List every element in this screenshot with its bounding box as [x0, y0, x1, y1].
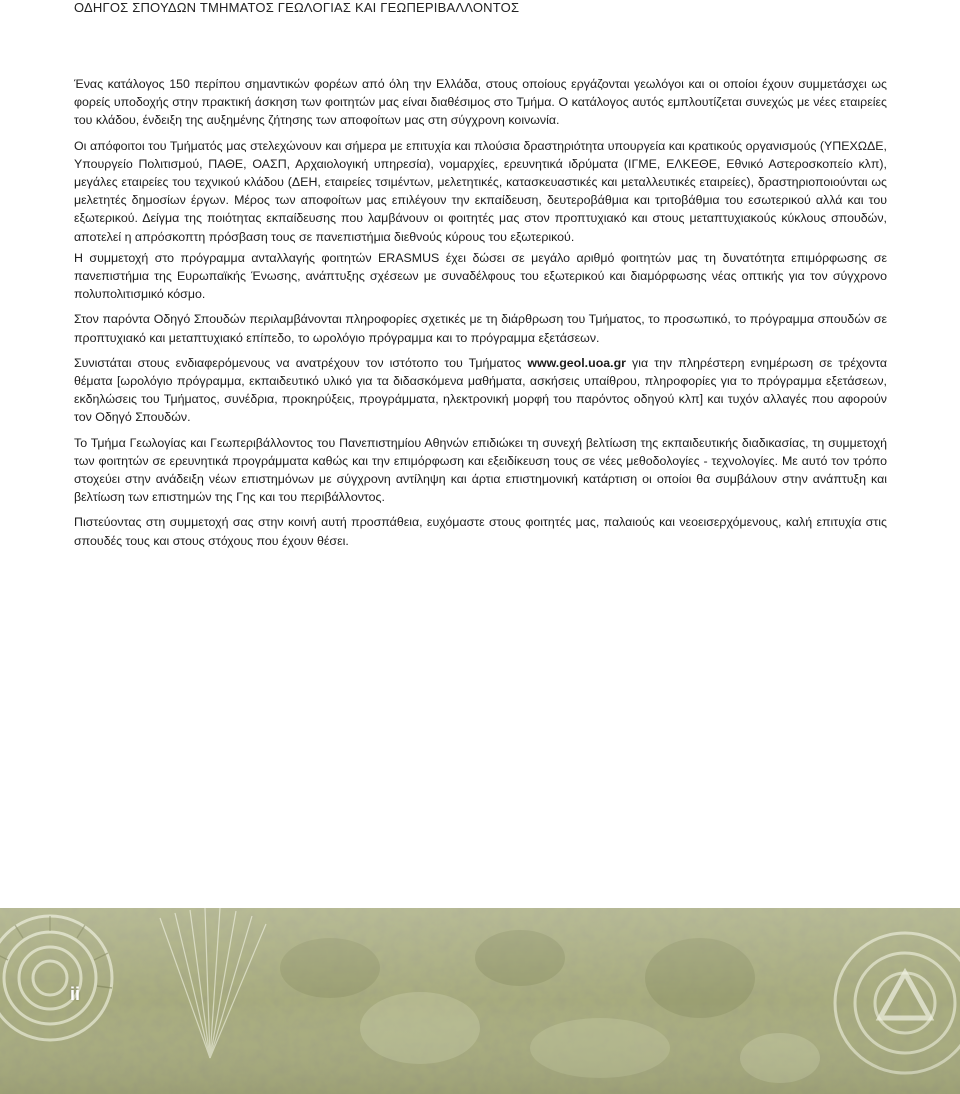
paragraph-graduates: Οι απόφοιτοι του Τμήματός μας στελεχώνουν και σήμερα με επιτυχία και πλούσια δραστηριότητα υπουργεία και κρατικούς οργανισμούς (ΥΠΕΧΩΔΕ, Υπουργείο Πολιτισμού, ΠΑΘΕ, ΟΑΣΠ, Αρχαιολογική υπηρεσία), νομαρχίες, ερευνητικά ιδρύματα (ΙΓΜΕ, ΕΛΚΕΘΕ, Εθνικό Αστεροσκοπείο κλπ), μεγάλες εταιρείες του τεχνικού κλάδου (ΔΕΗ, εταιρείες τσιμέντων, μελετητικές, κατασκευαστικές και μεταλλευτικές εταιρείες), δραστηριοποιούνται ως μελετητές δημοσίων έργων. Μέρος των αποφοίτων μας επιλέγουν την εκπαίδευση, δευτεροβάθμια και τριτοβάθμια του εσωτερικού αλλά και του εξωτερικού. Δείγμα της ποιότητας εκπαίδευσης που λαμβάνουν οι φοιτητές μας στον προπτυχιακό και στους μεταπτυχιακούς κύκλους σπουδών, αποτελεί η απρόσκοπτη πρόσβαση τους σε πανεπιστήμια διεθνούς κύρους του εξωτερικού.: [74, 138, 887, 244]
fossil-texture-image: [0, 908, 960, 1094]
website-text-before: Συνιστάται στους ενδιαφερόμενους να ανατρέχουν τον ιστότοπο του Τμήματος: [74, 355, 528, 370]
website-text-after: για την πληρέστερη ενημέρωση σε τρέχοντα θέματα [ωρολόγιο πρόγραμμα, εκπαιδευτικό υλικό για τα διδασκόμενα μαθήματα, ασκήσεις υπαίθρου, πληροφορίες για το πρόγραμμα εξετάσεων, εκδηλώσεις του Τμήματος, συνέδρια, προκηρύξεις, προγράμματα, ηλεκτρονική μορφή του παρόντος οδηγού κλπ] και τυχόν αλλαγές που αφορούν τον Οδηγό Σπουδών.: [74, 355, 887, 425]
page-number: ii: [70, 984, 81, 1004]
paragraph-erasmus: Η συμμετοχή στο πρόγραμμα ανταλλαγής φοιτητών ERASMUS έχει δώσει σε μεγάλο αριθμό φοιτητών μας τη δυνατότητα επιμόρφωσης σε πανεπιστήμια της Ευρωπαϊκής Ένωσης, ανάπτυξης σχέσεων με συναδέλφους του εξωτερικού και διαμόρφωσης νέας οπτικής για τον σύγχρονο πολυπολιτισμικό κόσμο.: [74, 250, 887, 302]
main-content: [74, 75, 887, 557]
paragraph-closing: Πιστεύοντας στη συμμετοχή σας στην κοινή αυτή προσπάθεια, ευχόμαστε στους φοιτητές μας, παλαιούς και νεοεισερχόμενους, καλή επιτυχία στις σπουδές τους και στους στόχους που έχουν θέσει.: [74, 515, 887, 548]
running-header: ΟΔΗΓΟΣ ΣΠΟΥΔΩΝ ΤΜΗΜΑΤΟΣ ΓΕΩΛΟΓΙΑΣ ΚΑΙ ΓΕΩΠΕΡΙΒΑΛΛΟΝΤΟΣ: [74, 0, 520, 15]
paragraph-guide-contents: Στον παρόντα Οδηγό Σπουδών περιλαμβάνονται πληροφορίες σχετικές με τη διάρθρωση του Τμήματος, το προσωπικό, το πρόγραμμα σπουδών σε προπτυχιακό και μεταπτυχιακό επίπεδο, το ωρολόγιο πρόγραμμα και το πρόγραμμα εξετάσεων.: [74, 312, 887, 345]
website-link[interactable]: www.geol.uoa.gr: [527, 355, 626, 370]
paragraph-department-goals: Το Τμήμα Γεωλογίας και Γεωπεριβάλλοντος του Πανεπιστημίου Αθηνών επιδιώκει τη συνεχή βελτίωση της εκπαιδευτικής διαδικασίας, τη συμμετοχή των φοιτητών σε ερευνητικά προγράμματα καθώς και την επιμόρφωση και εξειδίκευση τους σε νέες μεθοδολογίες - τεχνολογίες. Με αυτό τον τρόπο στοχεύει στην ανάδειξη νέων επιστημόνων με σύγχρονη αντίληψη και άρτια επιστημονική κατάρτιση οι οποίοι θα συμβάλουν στην ανάπτυξη και βελτίωση των επιστημών της Γης και του περιβάλλοντος.: [74, 435, 887, 505]
paragraph-catalogue: Ένας κατάλογος 150 περίπου σημαντικών φορέων από όλη την Ελλάδα, στους οποίους εργάζονται γεωλόγοι και οι οποίοι έχουν συμμετάσχει ως φορείς υποδοχής στην πρακτική άσκηση των φοιτητών μας είναι διαθέσιμος στο Τμήμα. Ο κατάλογος αυτός εμπλουτίζεται συνεχώς με νέες εταιρείες του κλάδου, ένδειξη της αυξημένης ζήτησης των αποφοίτων μας στη σύγχρονη κοινωνία.: [74, 77, 887, 128]
paragraph-website: [74, 354, 887, 427]
footer-texture-band: [0, 908, 960, 1094]
